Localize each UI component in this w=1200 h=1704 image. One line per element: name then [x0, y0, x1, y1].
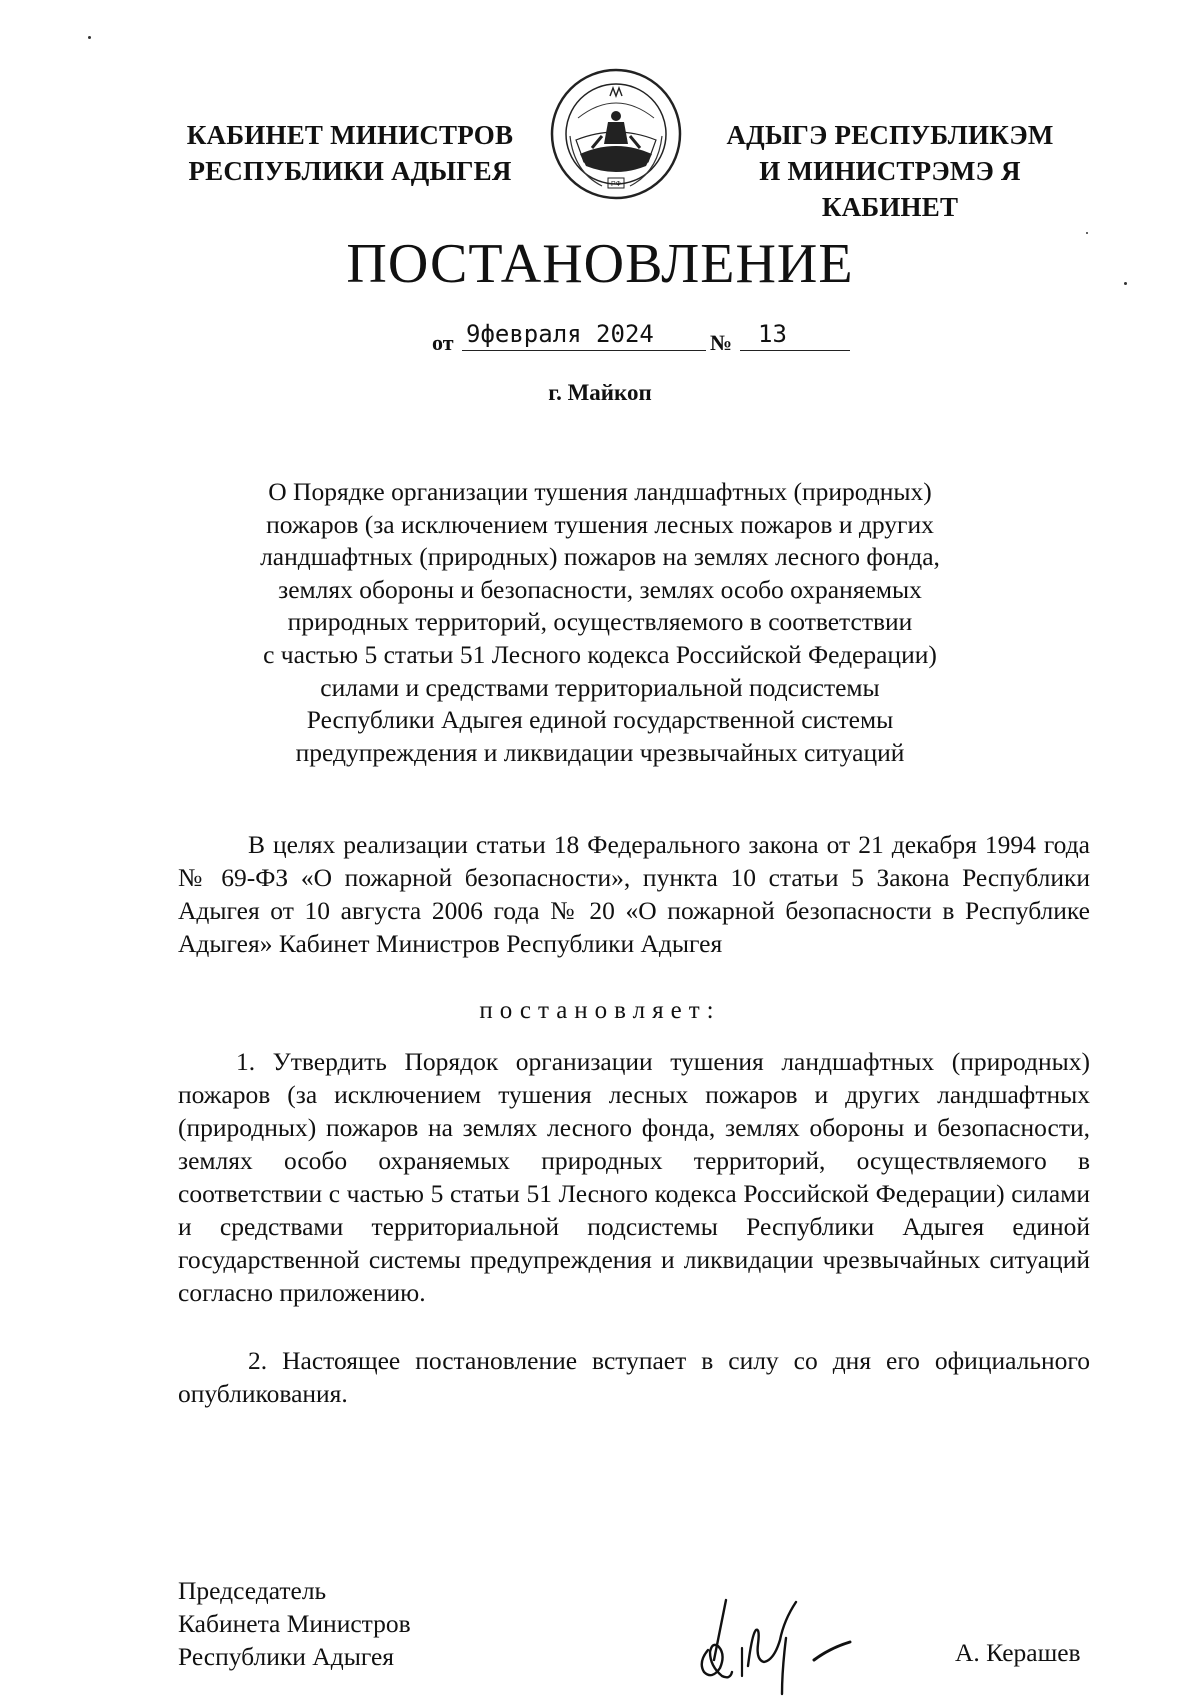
subject-line: О Порядке организации тушения ландшафтных (природных)	[268, 477, 932, 506]
date-number-line	[0, 320, 1200, 360]
scan-speck	[88, 36, 91, 39]
decree-word: постановляет:	[479, 997, 721, 1024]
signatory-position-line: Председатель	[178, 1576, 327, 1605]
subject-line: землях обороны и безопасности, землях особо охраняемых	[278, 574, 922, 604]
header-right-line-2: И МИНИСТРЭМЭ Я КАБИНЕТ	[759, 156, 1021, 222]
signer-name: А. Керашев	[955, 1638, 1081, 1667]
document-number: 13	[740, 320, 850, 351]
coat-of-arms-emblem	[548, 66, 684, 202]
scan-speck	[1086, 232, 1088, 234]
header-right-org-name	[690, 117, 1090, 225]
document-subject	[225, 476, 975, 769]
clause-1-paragraph: 1. Утвердить Порядок организации тушения ландшафтных (природных) пожаров (за исключением тушения лесных пожаров и других ландшафтных (природных) пожаров на землях лесного фонда, землях обороны и безопасности, землях особо охраняемых природных территорий, осуществляемого в соответствии с частью 5 статьи 51 Лесного кодекса Российской Федерации) силами и средствами территориальной подсистемы Республики Адыгея единой государственной системы предупреждения и ликвидации чрезвычайных ситуаций согласно приложению.	[178, 1047, 1090, 1307]
number-sign-label: №	[710, 330, 733, 355]
date-prefix-label: от	[432, 330, 454, 355]
preamble-paragraph: В целях реализации статьи 18 Федерального закона от 21 декабря 1994 года № 69-ФЗ «О пожарной безопасности», пункта 10 статьи 5 Закона Республики Адыгея от 10 августа 2006 года № 20 «О пожарной безопасности в Республике Адыгея» Кабинет Министров Республики Адыгея	[178, 830, 1090, 958]
svg-text:РФ: РФ	[611, 181, 621, 188]
header-left-line-1: КАБИНЕТ МИНИСТРОВ	[186, 120, 514, 150]
header-right-line-1: АДЫГЭ РЕСПУБЛИКЭМ	[726, 120, 1054, 150]
handwritten-signature	[690, 1590, 860, 1700]
document-date: 9февраля 2024	[462, 320, 706, 351]
subject-line: предупреждения и ликвидации чрезвычайных ситуаций	[295, 737, 905, 767]
signatory-position-line: Кабинета Министров	[178, 1609, 411, 1638]
document-title: ПОСТАНОВЛЕНИЕ	[346, 233, 854, 295]
signatory-position-line: Республики Адыгея	[178, 1642, 394, 1671]
subject-line: ландшафтных (природных) пожаров на землях лесного фонда,	[260, 542, 940, 572]
header-left-line-2: РЕСПУБЛИКИ АДЫГЕЯ	[188, 156, 512, 186]
subject-line: силами и средствами территориальной подсистемы	[320, 672, 880, 702]
subject-line: Республики Адыгея единой государственной системы	[306, 705, 894, 735]
scan-speck	[1124, 282, 1127, 285]
subject-line: пожаров (за исключением тушения лесных пожаров и других	[266, 509, 934, 539]
clause-2-paragraph: 2. Настоящее постановление вступает в силу со дня его официального опубликования.	[178, 1346, 1090, 1408]
city-label: г. Майкоп	[548, 380, 652, 405]
subject-line: природных территорий, осуществляемого в соответствии	[287, 607, 913, 637]
subject-line: с частью 5 статьи 51 Лесного кодекса Российской Федерации)	[263, 639, 937, 669]
header-left-org-name	[180, 117, 520, 189]
signatory-position	[178, 1574, 411, 1673]
